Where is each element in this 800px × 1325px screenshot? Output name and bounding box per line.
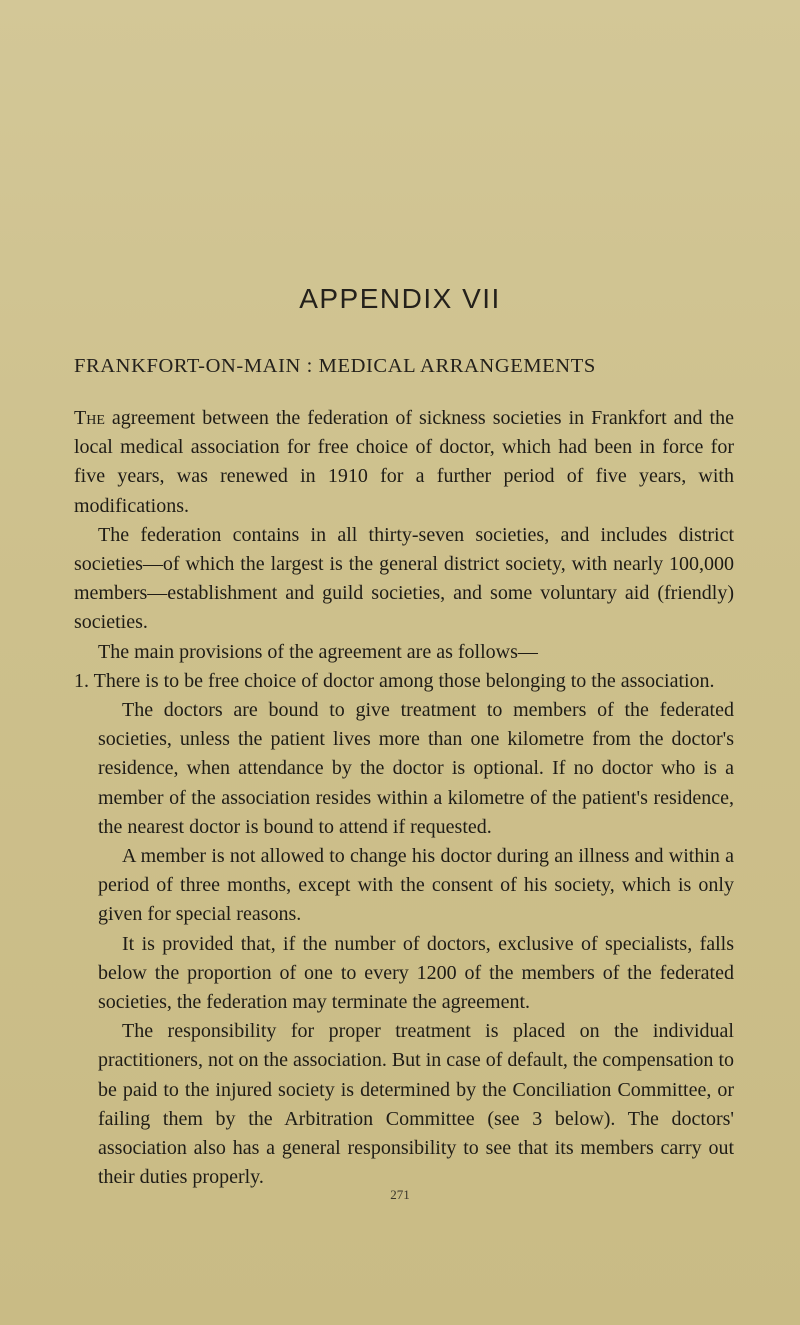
sub-paragraph-treatment: The doctors are bound to give treatment to members of the federated societies, unless the patient lives more than one kilometre from the doctor's residence, when attendance by the doctor is optional. If no doctor who is a member of the association resides within a kilometre of the patient's residence, the nearest doctor is bound to attend if requested. (98, 699, 734, 838)
paragraph-intro-text: agreement between the federation of sickness societies in Frankfort and the local medical association for free choice of doctor, which had been in force for five years, was renewed in 1910 for a further period of five years, with modifications. (74, 407, 734, 517)
paragraph-federation: The federation contains in all thirty-seven societies, and includes district societies—of which the largest is the general district society, with nearly 100,000 members—establishment and guild societies, and some voluntary aid (friendly) societies. (74, 523, 734, 634)
sub-paragraph-proportion: It is provided that, if the number of doctors, exclusive of specialists, falls below the proportion of one to every 1200 of the members of the federated societies, the federation may terminate the agreement. (98, 932, 734, 1014)
paragraph-intro (74, 404, 734, 521)
sub-paragraph-change-doctor: A member is not allowed to change his doctor during an illness and within a period of three months, except with the consent of his society, which is only given for special reasons. (98, 845, 734, 926)
body-text (74, 404, 734, 1192)
paragraph-lead-word: The (74, 407, 105, 429)
section-title: FRANKFORT-ON-MAIN : MEDICAL ARRANGEMENTS (74, 355, 596, 377)
page-number: 271 (390, 1187, 410, 1202)
paragraph-provisions: The main provisions of the agreement are as follows— (98, 640, 538, 663)
sub-paragraph-responsibility: The responsibility for proper treatment is placed on the individual practitioners, not on the association. But in case of default, the compensation to be paid to the injured society is determined by the Conciliation Committee, or failing them by the Arbitration Committee (see 3 below). The doctors' association also has a general responsibility to see that its members carry out their duties properly. (98, 1020, 734, 1189)
list-item-1: 1. There is to be free choice of doctor among those belonging to the association. (74, 669, 715, 692)
appendix-title: APPENDIX VII (299, 283, 501, 314)
